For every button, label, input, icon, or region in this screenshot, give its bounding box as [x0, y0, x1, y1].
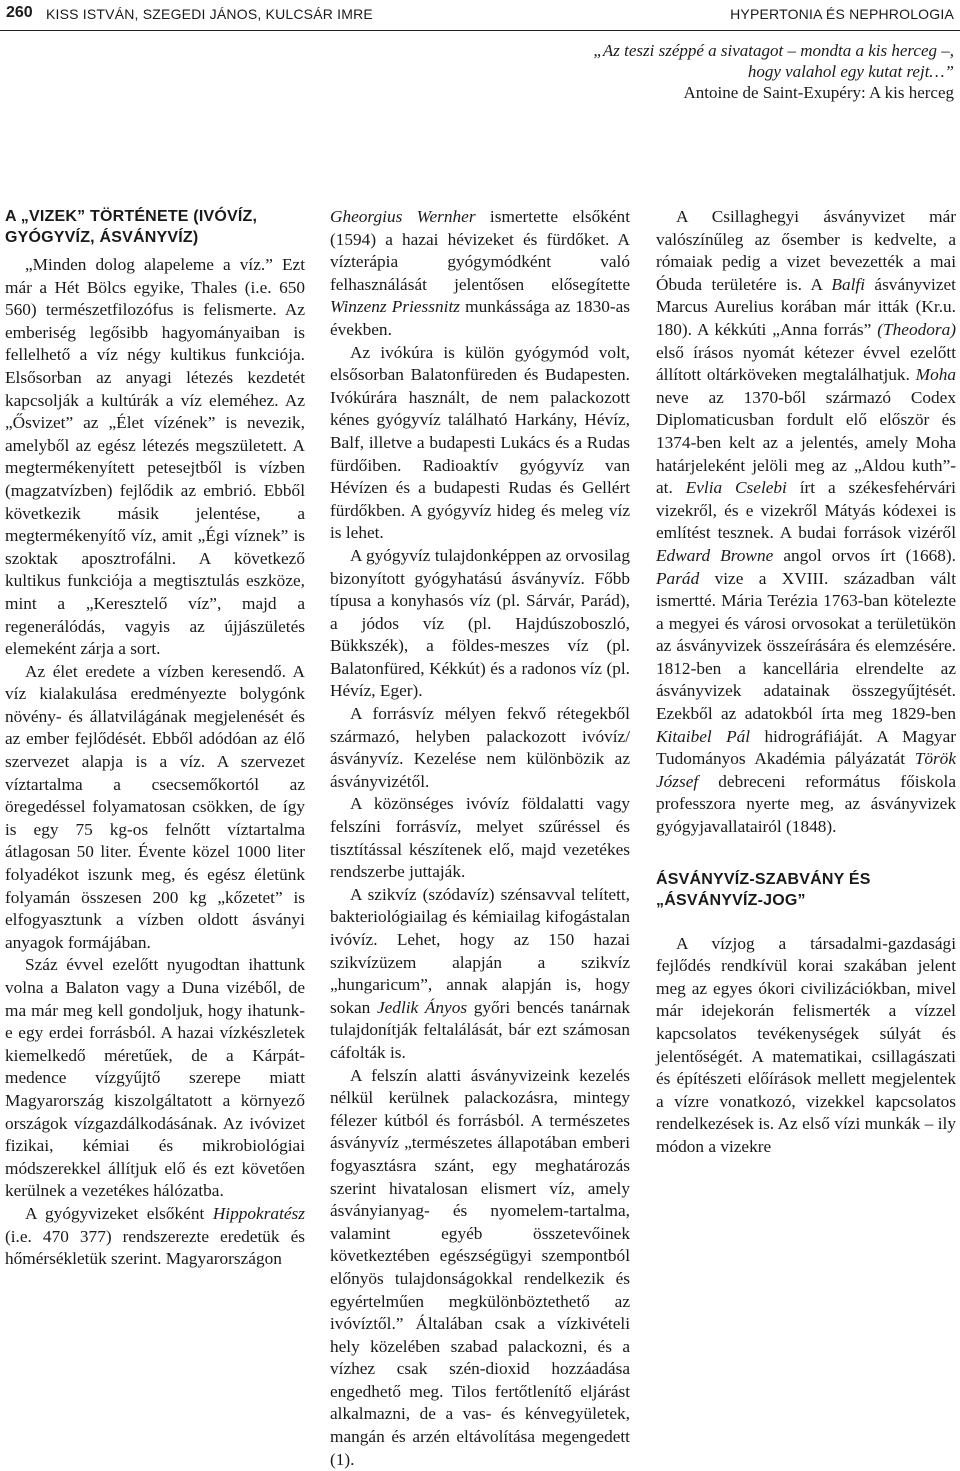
- column-2: [330, 206, 630, 1471]
- paragraph: „Minden dolog alapeleme a víz.” Ezt már a Hét Bölcs egyike, Thales (i.e. 650 560) természetfilozófus is felismerte. Az emberiség legősibb hagyományaiban is fellelhető a víz négy kultikus funkciója. Elsősorban az anyagi létezés kezdetét kapcsolják a kultúrák a víz eleméhez. Az „Ősvizet” az „Élet vízének” is nevezik, amelyből az egész létezés megszületett. A megtermékenyített petesejtből is vízben (magzatvízben) fejlődik az embrió. Ebből következik másik jelentése, a megtermékenyítő víz, amit „Égi víznek” is szoktak aposztrofálni. A következő kultikus funkciója a megtisztulás eszköze, mint a „Keresztelő víz”, majd a regenerálódás, vagyis az újjászületés elemeként zárja a sort.: [5, 255, 305, 659]
- person-name: Hippokratész: [212, 1203, 305, 1223]
- section-heading-standard: ÁSVÁNYVÍZ-SZABVÁNY ÉS „ÁSVÁNYVÍZ-JOG”: [656, 870, 871, 909]
- paragraph: Száz évvel ezelőtt nyugodtan ihattunk volna a Balaton vagy a Duna vizéből, de ma már meg kell gondoljuk, hogy ihatunk-e egy erdei forrásból. A hazai vízkészletek kiemelkedő méretűek, de a Kárpát-medence vízgyűjtő szerepe miatt Magyarország kiszolgáltatott a környező országok vízgazdálkodásának. Az ivóvizet fizikai, kémiai és mikrobiológiai módszerekkel állítjuk elő és ezt követően kerülnek a vezetékes hálózatba.: [5, 955, 305, 1201]
- column-3: [656, 206, 956, 1159]
- motto-line-1: „Az teszi széppé a sivatagot – mondta a kis herceg –,: [593, 41, 954, 60]
- header-authors: KISS ISTVÁN, SZEGEDI JÁNOS, KULCSÁR IMRE: [46, 6, 373, 22]
- paragraph-continued: Gheorgius Wernher ismertette elsőként (1594) a hazai hévizeket és fürdőket. A vízterápia gyógymódként való felhasználását jelentősen elősegítette Winzenz Priessnitz munkássága az 1830-as években.: [330, 207, 630, 339]
- paragraph: A Csillaghegyi ásványvizet már valószínűleg az ősember is kedvelte, a rómaiak pedig a vizet bevezették a mai Óbuda területére is. A Balfi ásványvizet Marcus Aurelius korában már itták (Kr.u. 180). A kékkúti „Anna forrás” (Theodora) első írásos nyomát kétezer évvel ezelőtt állított oltárköveken megtalálhatjuk. Moha neve az 1370-ből származó Codex Diplomaticusban fordult elő először és 1374-ben kelt az a jelentés, amely Moha határjeleként jelöli meg az „Aldou kuth”-at. Evlia Cselebi írt a székesfehérvári vizekről, és e vizekről Mátyás kódexei is említést tesznek. A budai források vizéről Edward Browne angol orvos írt (1668). Parád vize a XVIII. században vált ismertté. Mária Terézia 1763-ban kötelezte a megyei és városi orvosokat a területükön az ásványvizek összeírására és elemzésére. 1812-ben a kancellária elrendelte az ásványvizek adatainak összegyűjtését. Ezekből az adatokból írta meg 1829-ben Kitaibel Pál hidrográfiáját. A Magyar Tudományos Akadémia pályázatát Török József debreceni református főiskola professzora nyerte meg, az ásványvizek gyógyjavallatairól (1848).: [656, 207, 957, 837]
- section-heading-history: A „VIZEK” TÖRTÉNETE (IVÓVÍZ, GYÓGYVÍZ, ÁSVÁNYVÍZ): [5, 208, 258, 246]
- paragraph: A közönséges ivóvíz földalatti vagy felszíni forrásvíz, melyet szűréssel és tisztítással készítenek elő, majd vezetékes rendszerbe juttaják.: [330, 794, 630, 882]
- column-1: [5, 206, 305, 1271]
- running-header: [0, 0, 960, 31]
- paragraph: Az élet eredete a vízben keresendő. A víz kialakulása eredményezte bolygónk növény- és állatvilágának megjelenését és az ember fejlődését. Ebből adódóan az élő szervezet alapja is a víz. A szervezet víztartalma a csecsemőkortól az öregedéssel folyamatosan csökken, de így is egy 75 kg-os felnőtt víztartalma átlagosan 50 liter. Évente közel 1000 liter folyadékot iszunk meg, és egész életünk folyamán összesen 200 kg „kőzetet” is elfogyasztunk a vízben oldott ásványi anyagok formájában.: [5, 661, 305, 952]
- paragraph: A gyógyvíz tulajdonképpen az orvosilag bizonyított gyógyhatású ásványvíz. Főbb típusa a konyhasós víz (pl. Sárvár, Parád), a jódos víz (pl. Hajdúszoboszló, Bükkszék), a földes-meszes víz (pl. Balatonfüred, Kékkút) és a radonos víz (pl. Hévíz, Eger).: [330, 545, 630, 701]
- header-journal: HYPERTONIA ÉS NEPHROLOGIA: [730, 6, 954, 22]
- paragraph: A vízjog a társadalmi-gazdasági fejlődés rendkívül korai szakában jelent meg az egyes ókori civilizációkban, mivel már idejekorán felismerték a vízzel kapcsolatos tevékenységek súlyát és jelentőségét. A matematikai, csillagászati és építészeti előírások mellett megjelentek a vízre vonatkozó, vizekkel kapcsolatos rendelkezések is. Az első vízi munkák – ily módon a vizekre: [656, 933, 956, 1156]
- person-name: Jedlik Ányos: [376, 997, 468, 1017]
- paragraph-start: A felszín alatti ásványvizeink kezelés nélkül kerülnek palackozásra, mintegy félezer kútból és forrásból. A természetes ásványvíz „természetes állapotában emberi fogyasztásra szánt, egy meghatározás szerint hivatalosan elismert víz, amely ásványianyag- és nyomelem-tartalma, valamint egyéb összetevőinek következtében egészségügyi szempontból előnyös tulajdonságokkal rendelkezik és egyértelműen megkülönböztethető az ivóvíztől.” Általában csak a vízkivételi hely közelében szabad palackozni, és a vízhez csak szén-dioxid hozzáadása engedhető meg. Tilos fertőtlenítő eljárást alkalmazni, de a vas- és kénvegyületek, mangán és arzén eltávolítása megengedett (1).: [330, 1065, 630, 1469]
- page-number: 260: [6, 4, 33, 21]
- paragraph: Az ivókúra is külön gyógymód volt, elsősorban Balatonfüreden és Budapesten. Ivókúrára használt, de nem palackozott kénes gyógyvíz található Harkány, Hévíz, Balf, illetve a budapesti Lukács és a Rudas fürdőiben. Radioaktív gyógyvíz van Hévízen és a budapesti Rudas és Gellért fürdőkben. A gyógyvíz hideg és meleg víz is lehet.: [330, 342, 630, 543]
- paragraph: A forrásvíz mélyen fekvő rétegekből származó, helyben palackozott ivóvíz/ásványvíz. Kezelése nem különbözik az ásványvizétől.: [330, 704, 630, 791]
- motto-line-2: hogy valahol egy kutat rejt…”: [747, 62, 954, 81]
- paragraph: A szikvíz (szódavíz) szénsavval telített, bakteriológiailag és kémiailag kifogástalan ivóvíz. Lehet, hogy az 150 hazai szikvízüzem alapján a szikvíz „hungaricum”, annak alapján is, hogy sokan Jedlik Ányos győri bencés tanárnak tulajdonítják feltalálását, bár ezt számosan cáfolták is.: [330, 884, 631, 1062]
- motto-source: Antoine de Saint-Exupéry: A kis herceg: [683, 83, 954, 102]
- motto: [394, 40, 954, 103]
- paragraph-start: A gyógyvizeket elsőként Hippokratész (i.e. 470 377) rendszerezte eredetük és hőmérsékletük szerint. Magyarországon: [5, 1203, 305, 1269]
- person-name: Gheorgius Wernher: [330, 207, 476, 226]
- person-name: Winzenz Priessnitz: [330, 297, 460, 317]
